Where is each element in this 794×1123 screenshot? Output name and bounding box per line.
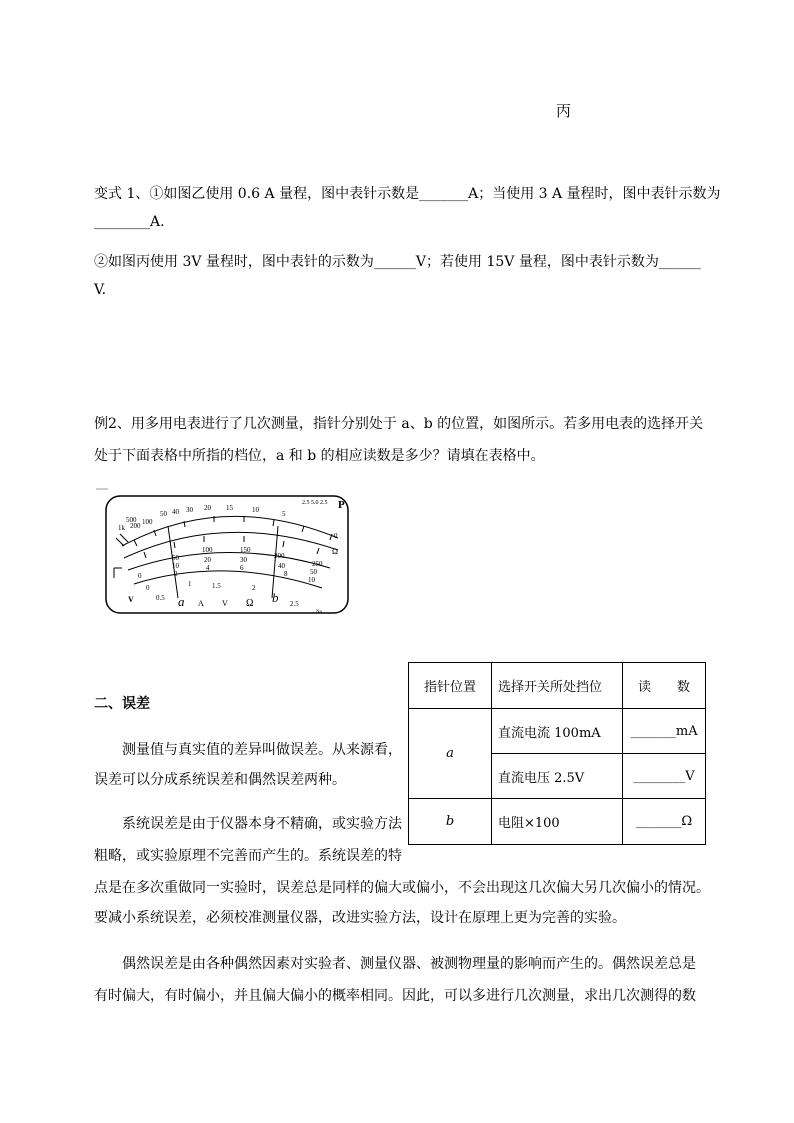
tick-label: 1 [188, 580, 192, 588]
tick-label: 100 [202, 546, 213, 554]
tick-label: 200 [274, 552, 285, 560]
variant-line-4: V. [94, 282, 107, 298]
tick-label: 500 [126, 516, 137, 524]
unit-label: Ω [246, 598, 254, 609]
table-row [409, 799, 706, 845]
omega-label: Ω [332, 547, 338, 556]
tick-label: 40 [278, 562, 285, 570]
tick-label: 1.5 [212, 582, 221, 590]
tick-label: 30 [186, 506, 193, 514]
table-cell-pos: b [409, 799, 492, 845]
pointer-a-label: a [178, 594, 185, 609]
table-header: 读 数 [623, 663, 706, 709]
tick-label: 8 [284, 570, 288, 578]
tick-label: 50 [172, 554, 179, 562]
tick-label: 20 [204, 556, 211, 564]
tick-label: 5 [282, 510, 286, 518]
tick-label: 1k [118, 524, 125, 532]
tick-label: 200 [130, 522, 141, 530]
variant-line-3: ②如图丙使用 3V 量程时，图中表针的示数为______V；若使用 15V 量程，图中表针示数为______ [94, 254, 701, 270]
table-cell-reading[interactable]: ________V [623, 754, 706, 799]
reading-table [408, 662, 706, 845]
tick-label: 20 [204, 504, 211, 512]
example-line-2: 处于下面表格中所指的档位，a 和 b 的相应读数是多少？请填在表格中。 [94, 448, 545, 464]
tick-label: 2 [174, 570, 178, 578]
pointer-b-label: b [272, 590, 279, 605]
tick-label: 2 [252, 584, 256, 592]
unit-label: V [128, 595, 134, 604]
no-label: No [316, 610, 323, 615]
tick-label: 10 [172, 562, 179, 570]
section-title: 二、误差 [94, 696, 150, 712]
table-cell-reading[interactable]: _______Ω [623, 799, 706, 845]
table-cell-switch: 直流电压 2.5V [492, 754, 623, 799]
tick-label: 150 [240, 546, 251, 554]
section-p2-line-1: 系统误差是由于仪器本身不精确，或实验方法 [122, 816, 402, 832]
tick-label: 0 [138, 572, 142, 580]
tick-label: 15 [226, 504, 233, 512]
section-p2-line-4: 要减小系统误差，必须校准测量仪器，改进实验方法，设计在原理上更为完善的实验。 [94, 910, 626, 926]
section-p2-line-2: 粗略，或实验原理不完善而产生的。系统误差的特 [94, 848, 402, 864]
section-p3-line-2: 有时偏大，有时偏小，并且偏大偏小的概率相同。因此，可以多进行几次测量，求出几次测得的数 [94, 988, 696, 1004]
tick-label: 6 [240, 564, 244, 572]
table-cell-reading[interactable]: _______mA [623, 709, 706, 754]
variant-line-2: ________A. [94, 214, 165, 230]
table-header: 选择开关所处挡位 [492, 663, 623, 709]
tick-label: 0 [334, 532, 338, 540]
table-header: 指针位置 [409, 663, 492, 709]
multimeter-dial [94, 486, 356, 616]
tick-label: 40 [172, 508, 179, 516]
table-cell-switch: 直流电流 100mA [492, 709, 623, 754]
table-cell-pos: a [409, 709, 492, 799]
section-p1-line-1: 测量值与真实值的差异叫做误差。从来源看， [122, 742, 402, 758]
tick-label: 10 [252, 506, 259, 514]
section-p3-line-1: 偶然误差是由各种偶然因素对实验者、测量仪器、被测物理量的影响而产生的。偶然误差总是 [122, 956, 696, 972]
unit-label: V [222, 599, 228, 608]
tick-label: 30 [240, 556, 247, 564]
tick-label: 0 [146, 584, 150, 592]
p-label: P [338, 499, 345, 511]
tick-label: 250 [312, 560, 323, 568]
table-row [409, 709, 706, 754]
tick-label: 0.5 [156, 594, 165, 602]
tick-label: 10 [308, 576, 315, 584]
tick-label: 50 [160, 510, 167, 518]
tick-label: 50 [310, 568, 317, 576]
section-p2-line-3: 点是在多次重做同一实验时，误差总是同样的偏大或偏小，不会出现这几次偏大另几次偏小的情况。 [94, 880, 710, 896]
tick-label: 2.5 5.0 2.5 [302, 500, 328, 506]
figure-label: 丙 [556, 102, 572, 120]
unit-label: A [198, 599, 204, 608]
table-cell-switch: 电阻×100 [492, 799, 623, 845]
section-p1-line-2: 误差可以分成系统误差和偶然误差两种。 [94, 772, 346, 788]
tick-label: 4 [206, 564, 210, 572]
tick-label: 2.5 [290, 600, 299, 608]
tick-label: 100 [142, 518, 153, 526]
variant-line-1: 变式 1、①如图乙使用 0.6 A 量程，图中表针示数是_______A；当使用 3 A 量程时，图中表针示数为 [94, 186, 721, 202]
example-line-1: 例2、用多用电表进行了几次测量，指针分别处于 a、b 的位置，如图所示。若多用电表的选择开关 [94, 416, 704, 432]
